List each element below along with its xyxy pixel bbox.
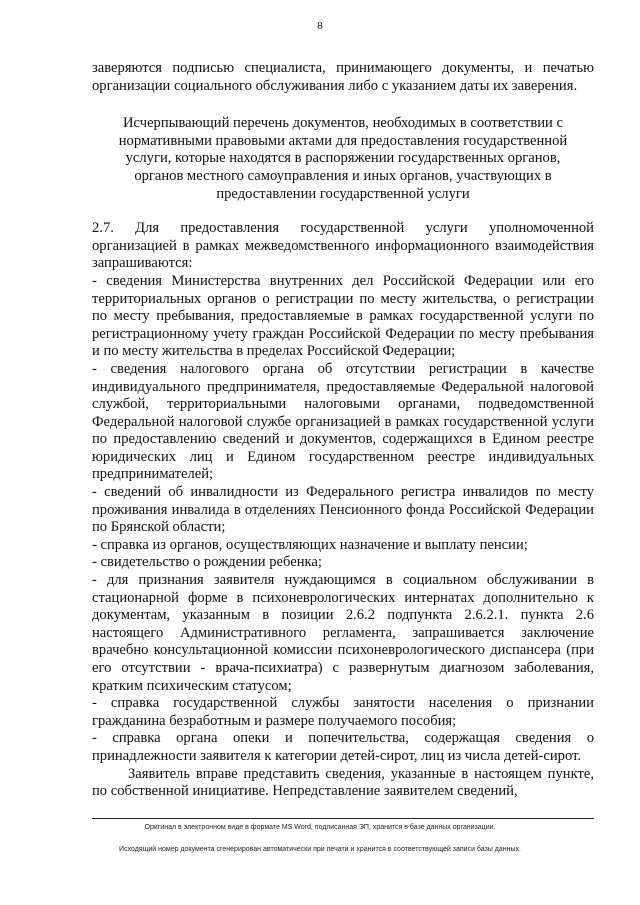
list-item: - справка государственной службы занятости населения о признании гражданина безработным и размере получаемого пособия;: [92, 695, 594, 729]
list-item: - сведения Министерства внутренних дел Российской Федерации или его территориальных органов о регистрации по месту жительства, о регистрации по месту пребывания, предоставляемые в рамках государственной услуги по регистрационному учету граждан Российской Федерации по месту пребывания и по месту жительства в пределах Российской Федерации;: [92, 272, 594, 360]
paragraph-2-7: 2.7. Для предоставления государственной услуги уполномоченной организацией в рамках межведомственного информационного взаимодействия запрашиваются:: [92, 220, 594, 272]
list-item: - справка из органов, осуществляющих назначение и выплату пенсии;: [92, 536, 528, 553]
document-body: [92, 60, 594, 801]
paragraph-continuation: заверяются подписью специалиста, принимающего документы, и печатью организации социального обслуживания либо с указанием даты их заверения.: [92, 60, 594, 94]
footer-note-original: Оригинал в электронном виде в формате MS Word, подписанная ЭП, хранится в базе данных организации.: [144, 824, 496, 831]
section-heading: Исчерпывающий перечень документов, необходимых в соответствии с нормативными правовыми актами для предоставления государственной услуги, которые находятся в распоряжении государственных органов, органов местного самоуправления и иных органов, участвующих в предоставлении государственной услуги: [118, 115, 568, 202]
page-number: 8: [317, 20, 323, 32]
list-item: - справка органа опеки и попечительства, содержащая сведения о принадлежности заявителя к категории детей-сирот, лиц из числа детей-сирот.: [92, 730, 594, 764]
paragraph-closing: Заявитель вправе представить сведения, указанные в настоящем пункте, по собственной инициативе. Непредставление заявителем сведений,: [92, 765, 594, 800]
list-item: - свидетельство о рождении ребенка;: [92, 554, 322, 571]
list-item: - для признания заявителя нуждающимся в социальном обслуживании в стационарной форме в психоневрологических интернатах дополнительно к документам, указанным в позиции 2.6.2 подпункта 2.6.2.1. пункта 2.6 настоящего Административного регламента, запрашивается заключение врачебно консультационной комиссии психоневрологического диспансера (при его отсутствии - врача-психиатра) с развернутым диагнозом заболевания, кратким психическим статусом;: [92, 572, 594, 694]
list-item: - сведений об инвалидности из Федерального регистра инвалидов по месту проживания инвалида в отделениях Пенсионного фонда Российской Федерации по Брянской области;: [92, 484, 594, 536]
list-item: - сведения налогового органа об отсутствии регистрации в качестве индивидуального предпринимателя, предоставляемые Федеральной налоговой службой, территориальными налоговыми органами, подведомственной Федеральной налоговой службе организацией в рамках государственной услуги по предоставлению сведений и документов, содержащихся в Едином реестре юридических лиц и Едином государственном реестре индивидуальных предпринимателей;: [92, 360, 594, 483]
footer-divider: [92, 818, 594, 819]
footer-note-number: Исходящий номер документа сгенерирован автоматически при печати и хранится в соответствующей записи базы данных.: [119, 846, 521, 853]
